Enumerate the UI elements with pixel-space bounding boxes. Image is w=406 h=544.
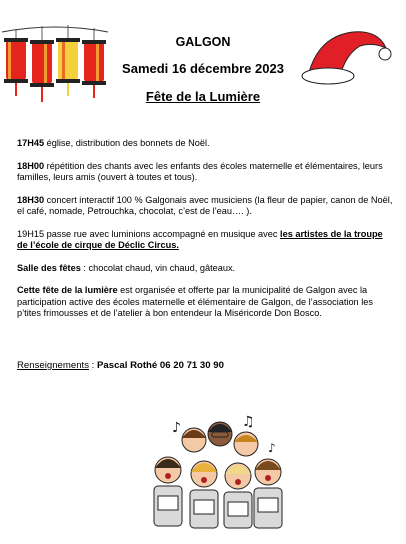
time-label: 17H45 [17,138,45,148]
organizer-label: Cette fête de la lumière [17,285,118,295]
program-item-1800: 18H00 répétition des chants avec les enfants des écoles maternelle et élémentaires, leurs familles, leurs amis (ouvert à toutes et tous). [17,160,383,182]
time-label: 18H30 [17,194,45,205]
svg-text:♫: ♫ [242,414,255,430]
event-date: Samedi 16 décembre 2023 [122,61,284,76]
program-item-1915: 19H15 passe rue avec luminions accompagné en musique avec les artistes de la troupe de l’école de cirque de Déclic Circus. [17,228,383,250]
singing-children-illustration [142,412,290,532]
svg-text:♪: ♪ [268,441,276,455]
contact-person: Pascal Rothé 06 20 71 30 90 [97,360,224,371]
event-title-text: Fête de la Lumière [145,89,261,104]
contact-info: Renseignements : Pascal Rothé 06 20 71 30 90 [17,360,224,371]
program-item-1830: 18H30 concert interactif 100 % Galgonais avec musiciens (la fleur de papier, canon de Noël, el café, nomade, Petrouchka, chocolat, c’est de l’eau…. ). [17,194,393,216]
program-item-1745: 17H45 église, distribution des bonnets de Noël. [17,138,210,148]
event-title [0,89,406,104]
contact-label: Renseignements [17,360,89,371]
circus-troupe-text: les artistes de la troupe de l’école de cirque de Déclic Circus. [17,228,383,250]
program-item-salle: Salle des fêtes : chocolat chaud, vin chaud, gâteaux. [17,262,236,273]
time-label: 18H00 [17,160,45,171]
svg-text:♪: ♪ [172,420,181,436]
santa-hat-illustration [298,26,392,88]
organizer-paragraph: Cette fête de la lumière est organisée et offerte par la municipalité de Galgon avec la participation active des écoles maternelle et élémentaire de Galgon, de l’association les p’tites frimousses et de l’atelier à bon entendeur la Miséricorde Don Bosco. [17,285,373,318]
town-title: GALGON [175,35,231,49]
program-text [17,138,393,331]
venue-label: Salle des fêtes [17,262,81,273]
